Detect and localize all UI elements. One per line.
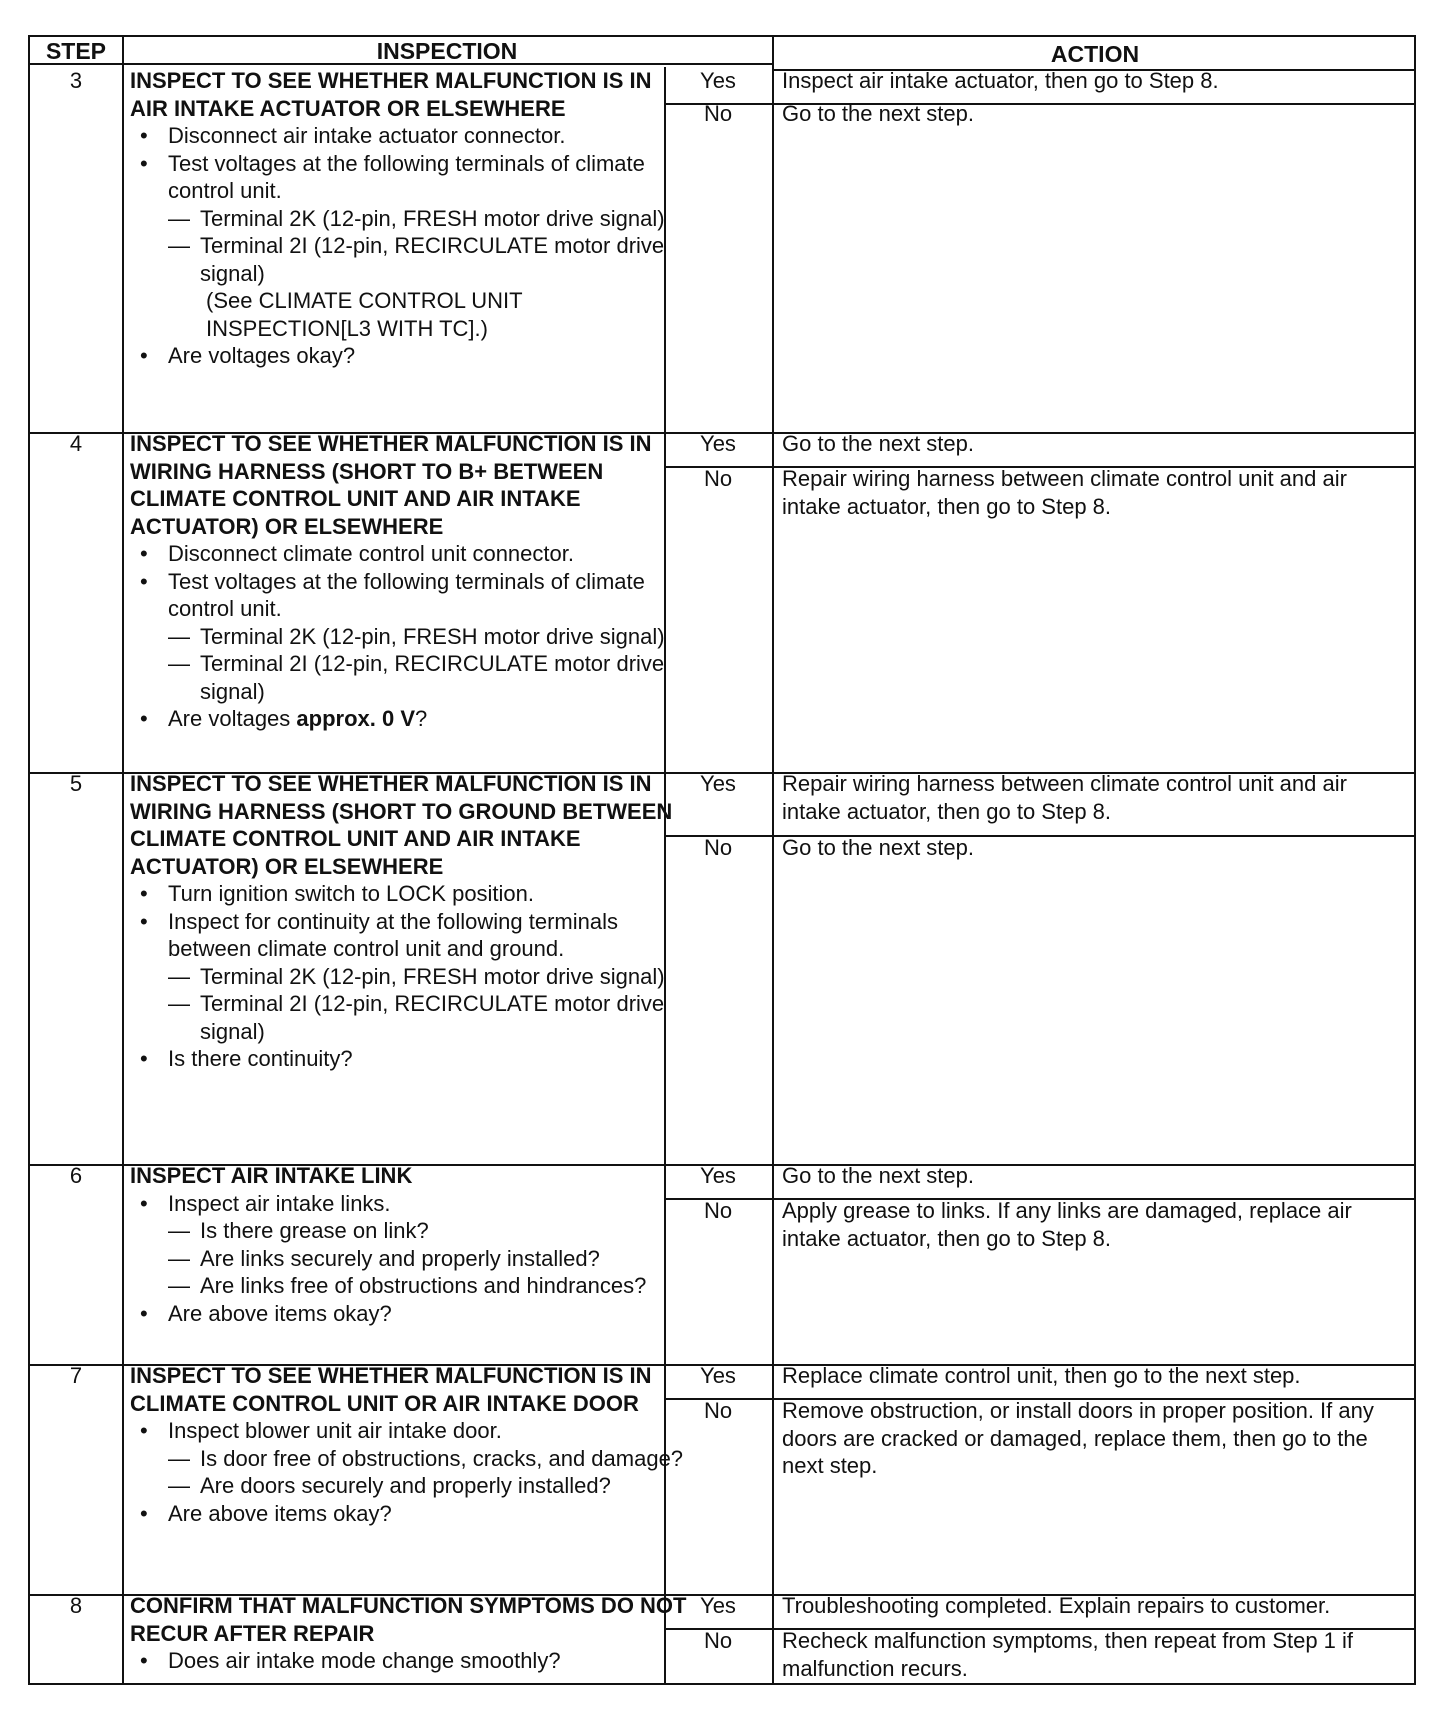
yes-label: Yes xyxy=(700,68,736,93)
inspection-subitem-text: Are links securely and properly installed? xyxy=(200,1245,600,1271)
inspection-item-text: Is there continuity? xyxy=(168,1046,353,1071)
inspection-item xyxy=(130,1500,690,1528)
inspection-cell xyxy=(130,67,690,370)
dash-marker: — xyxy=(168,1218,190,1243)
inspection-subitem-text: Terminal 2I (12-pin, RECIRCULATE motor drive signal) xyxy=(200,651,665,704)
question-mark: ? xyxy=(415,706,428,731)
inspection-subitem xyxy=(130,1245,690,1273)
inspection-title: INSPECT TO SEE WHETHER MALFUNCTION IS IN WIRING HARNESS (SHORT TO B+ BETWEEN CLIMATE CONTROL UNIT AND AIR INTAKE ACTUATOR) OR ELSEWHERE xyxy=(130,431,652,539)
inspection-item-text: Test voltages at the following terminals of climate control unit. xyxy=(168,568,645,621)
inspection-title: INSPECT AIR INTAKE LINK xyxy=(130,1163,413,1188)
inspection-item xyxy=(130,908,690,963)
yes-action: Go to the next step. xyxy=(782,1163,975,1188)
step-number: 6 xyxy=(69,1163,83,1188)
inspection-item-text: Test voltages at the following terminals of climate control unit. xyxy=(168,150,645,203)
no-action: Recheck malfunction symptoms, then repeat from Step 1 if malfunction recurs. xyxy=(782,1628,1354,1681)
inspection-title: INSPECT TO SEE WHETHER MALFUNCTION IS IN AIR INTAKE ACTUATOR OR ELSEWHERE xyxy=(130,68,652,121)
bullet-marker: • xyxy=(140,123,148,148)
yes-label: Yes xyxy=(700,1163,736,1188)
yes-action: Repair wiring harness between climate control unit and air intake actuator, then go to Step 8. xyxy=(782,771,1347,824)
dash-marker: — xyxy=(168,1245,190,1271)
bullet-marker: • xyxy=(140,150,148,176)
header-inspection: INSPECTION xyxy=(376,38,518,64)
header-action: ACTION xyxy=(1050,41,1140,67)
inspection-item-text: Are above items okay? xyxy=(168,1300,392,1326)
no-action: Remove obstruction, or install doors in proper position. If any doors are cracked or damaged, replace them, then go to the next step. xyxy=(782,1398,1374,1478)
inspection-item-text: Turn ignition switch to LOCK position. xyxy=(168,881,535,906)
no-label: No xyxy=(703,835,733,860)
inspection-subitem xyxy=(130,990,690,1045)
yes-label: Yes xyxy=(700,1593,736,1618)
inspection-subitem xyxy=(130,1217,690,1245)
dash-marker: — xyxy=(168,233,190,258)
no-action: Apply grease to links. If any links are damaged, replace air intake actuator, then go to Step 8. xyxy=(782,1198,1352,1251)
no-label: No xyxy=(703,1628,733,1653)
yes-label: Yes xyxy=(700,431,736,456)
inspection-item xyxy=(130,1300,690,1328)
yes-action: Troubleshooting completed. Explain repairs to customer. xyxy=(782,1593,1331,1618)
inspection-subitem xyxy=(130,1445,690,1473)
inspection-subitem xyxy=(130,1272,690,1300)
yes-label: Yes xyxy=(700,771,736,796)
inspection-item-text: Inspect for continuity at the following terminals between climate control unit and ground. xyxy=(168,908,619,961)
dash-marker: — xyxy=(168,1445,190,1471)
inspection-cell xyxy=(130,430,690,733)
dash-marker: — xyxy=(168,205,190,231)
bullet-marker: • xyxy=(140,1418,148,1443)
yes-action: Replace climate control unit, then go to the next step. xyxy=(782,1363,1301,1388)
yes-action: Inspect air intake actuator, then go to Step 8. xyxy=(782,68,1219,93)
no-label: No xyxy=(703,1398,733,1423)
inspection-subitem-text: Is there grease on link? xyxy=(200,1218,429,1243)
bullet-marker: • xyxy=(140,1648,148,1673)
yes-no-column-divider xyxy=(772,67,774,1683)
step-number: 7 xyxy=(69,1363,83,1388)
inspection-subitem xyxy=(130,205,690,233)
inspection-subitem-text: Is door free of obstructions, cracks, and damage? xyxy=(200,1445,684,1471)
inspection-item-text: Disconnect climate control unit connector. xyxy=(168,541,574,566)
inspection-item-text: Are above items okay? xyxy=(168,1500,392,1526)
inspection-item-text: Disconnect air intake actuator connector. xyxy=(168,123,566,148)
inspection-item-text: Are voltages okay? xyxy=(168,343,356,368)
inspection-subitem xyxy=(130,232,690,287)
inspection-subitem-text: Terminal 2K (12-pin, FRESH motor drive signal) xyxy=(200,205,665,231)
inspection-item xyxy=(130,540,690,568)
bullet-marker: • xyxy=(140,541,148,566)
no-label: No xyxy=(703,1198,733,1223)
no-label: No xyxy=(703,101,733,126)
dash-marker: — xyxy=(168,1473,190,1498)
bullet-marker: • xyxy=(140,343,148,368)
inspection-subitem-text: Are links free of obstructions and hindrances? xyxy=(200,1273,647,1298)
bullet-marker: • xyxy=(140,1300,148,1326)
bullet-marker: • xyxy=(140,568,148,594)
dash-marker: — xyxy=(168,991,190,1016)
header-step: STEP xyxy=(45,38,107,64)
inspection-subitem-text: Terminal 2K (12-pin, FRESH motor drive signal) xyxy=(200,623,665,649)
inspection-title: CONFIRM THAT MALFUNCTION SYMPTOMS DO NOT RECUR AFTER REPAIR xyxy=(130,1593,687,1646)
no-action: Go to the next step. xyxy=(782,835,975,860)
bullet-marker: • xyxy=(140,1500,148,1526)
inspection-subitem-text: Terminal 2I (12-pin, RECIRCULATE motor drive signal) xyxy=(200,991,665,1044)
inspection-subitem xyxy=(130,623,690,651)
dash-marker: — xyxy=(168,1273,190,1298)
step-number: 8 xyxy=(69,1593,83,1618)
bullet-marker: • xyxy=(140,706,148,731)
inspection-cell xyxy=(130,770,690,1073)
inspection-item xyxy=(130,568,690,623)
dash-marker: — xyxy=(168,651,190,676)
voltage-value: approx. 0 V xyxy=(296,706,415,731)
inspection-subitem-text: Terminal 2I (12-pin, RECIRCULATE motor drive signal) xyxy=(200,233,665,286)
inspection-reference-text: (See CLIMATE CONTROL UNIT INSPECTION[L3 WITH TC].) xyxy=(206,288,523,341)
inspection-subitem xyxy=(130,963,690,991)
inspection-item-text: Inspect blower unit air intake door. xyxy=(168,1418,502,1443)
inspection-subitem xyxy=(130,650,690,705)
inspection-item xyxy=(130,122,690,150)
inspection-item xyxy=(130,880,690,908)
inspection-cell xyxy=(130,1592,690,1675)
inspection-item xyxy=(130,150,690,205)
inspection-item xyxy=(130,1190,690,1218)
inspection-subitem-text: Are doors securely and properly installed? xyxy=(200,1473,611,1498)
troubleshooting-table xyxy=(28,35,1416,1685)
bullet-marker: • xyxy=(140,908,148,934)
step-number: 4 xyxy=(69,431,83,456)
bullet-marker: • xyxy=(140,881,148,906)
yes-label: Yes xyxy=(700,1363,736,1388)
header-rule-left xyxy=(30,63,772,65)
inspection-item xyxy=(130,705,690,733)
bullet-marker: • xyxy=(140,1190,148,1216)
inspection-item xyxy=(130,342,690,370)
inspection-cell xyxy=(130,1362,690,1527)
inspection-title: INSPECT TO SEE WHETHER MALFUNCTION IS IN CLIMATE CONTROL UNIT OR AIR INTAKE DOOR xyxy=(130,1363,652,1416)
inspection-item xyxy=(130,1417,690,1445)
inspection-item-text: Inspect air intake links. xyxy=(168,1190,391,1216)
inspection-item xyxy=(130,1045,690,1073)
no-action: Repair wiring harness between climate control unit and air intake actuator, then go to Step 8. xyxy=(782,466,1347,519)
inspection-cell xyxy=(130,1162,690,1327)
inspection-subitem-text: Terminal 2K (12-pin, FRESH motor drive signal) xyxy=(200,963,665,989)
no-label: No xyxy=(703,466,733,491)
dash-marker: — xyxy=(168,623,190,649)
step-column-divider xyxy=(122,37,124,1683)
step-number: 5 xyxy=(69,771,83,796)
bullet-marker: • xyxy=(140,1046,148,1071)
dash-marker: — xyxy=(168,963,190,989)
inspection-item-text: Are voltages xyxy=(168,706,297,731)
inspection-title: INSPECT TO SEE WHETHER MALFUNCTION IS IN WIRING HARNESS (SHORT TO GROUND BETWEEN CLIMATE CONTROL UNIT AND AIR INTAKE ACTUATOR) OR ELSEWHERE xyxy=(130,771,673,879)
inspection-item-text: Does air intake mode change smoothly? xyxy=(168,1648,561,1673)
step-number: 3 xyxy=(69,68,83,93)
no-action: Go to the next step. xyxy=(782,101,975,126)
yes-action: Go to the next step. xyxy=(782,431,975,456)
inspection-reference xyxy=(130,287,690,342)
inspection-item xyxy=(130,1647,690,1675)
inspection-subitem xyxy=(130,1472,690,1500)
